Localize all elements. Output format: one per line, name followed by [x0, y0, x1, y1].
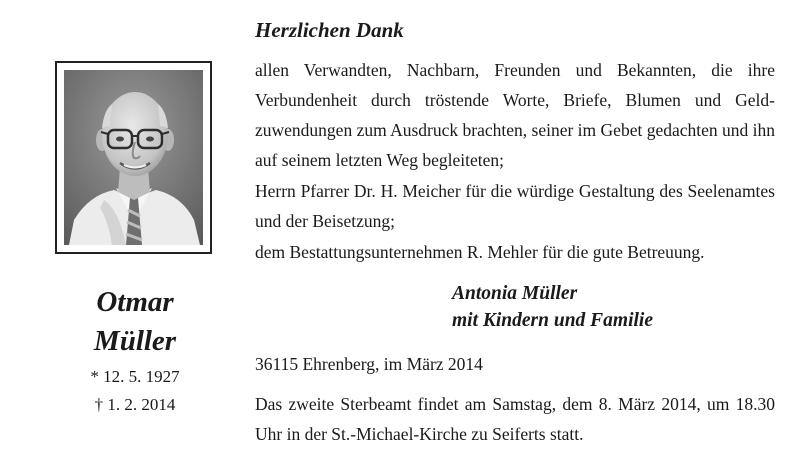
death-date: 1. 2. 2014 — [107, 395, 176, 414]
thanks-paragraph-relatives: allen Verwandten, Nachbarn, Freunden und Bekannten, die ihre Verbundenheit durch tröstende Worte, Briefe, Blumen und Geld- zuwendungen zum Ausdruck brachten, seiner im Gebet gedachten und ihn auf seinem letzten Weg begleiteten; — [255, 60, 775, 170]
place-and-date: 36115 Ehrenberg, im März 2014 — [255, 354, 483, 374]
birth-date-line — [40, 366, 230, 388]
portrait-frame — [55, 61, 212, 254]
birth-date: 12. 5. 1927 — [103, 367, 180, 386]
signature-family: mit Kindern und Familie — [452, 310, 654, 331]
birth-symbol: * — [90, 367, 99, 386]
deceased-last-name: Müller — [93, 325, 177, 357]
memorial-mass-notice: Das zweite Sterbeamt findet am Samstag, dem 8. März 2014, um 18.30 Uhr in der St.-Michael-Kirche zu Seiferts statt. — [255, 394, 775, 444]
thanks-heading: Herzlichen Dank — [255, 18, 404, 42]
signature-name: Antonia Müller — [452, 283, 578, 304]
deceased-first-name: Otmar — [96, 286, 174, 318]
death-symbol: † — [94, 395, 104, 414]
portrait-image — [64, 70, 203, 245]
thanks-paragraph-funeral-home: dem Bestattungsunternehmen R. Mehler für die gute Betreuung. — [255, 242, 705, 262]
death-date-line — [40, 394, 230, 416]
thanks-paragraph-priest: Herrn Pfarrer Dr. H. Meicher für die würdige Gestaltung des Seelenamtes und der Beisetzung; — [255, 181, 775, 231]
portrait-photo — [64, 70, 203, 245]
